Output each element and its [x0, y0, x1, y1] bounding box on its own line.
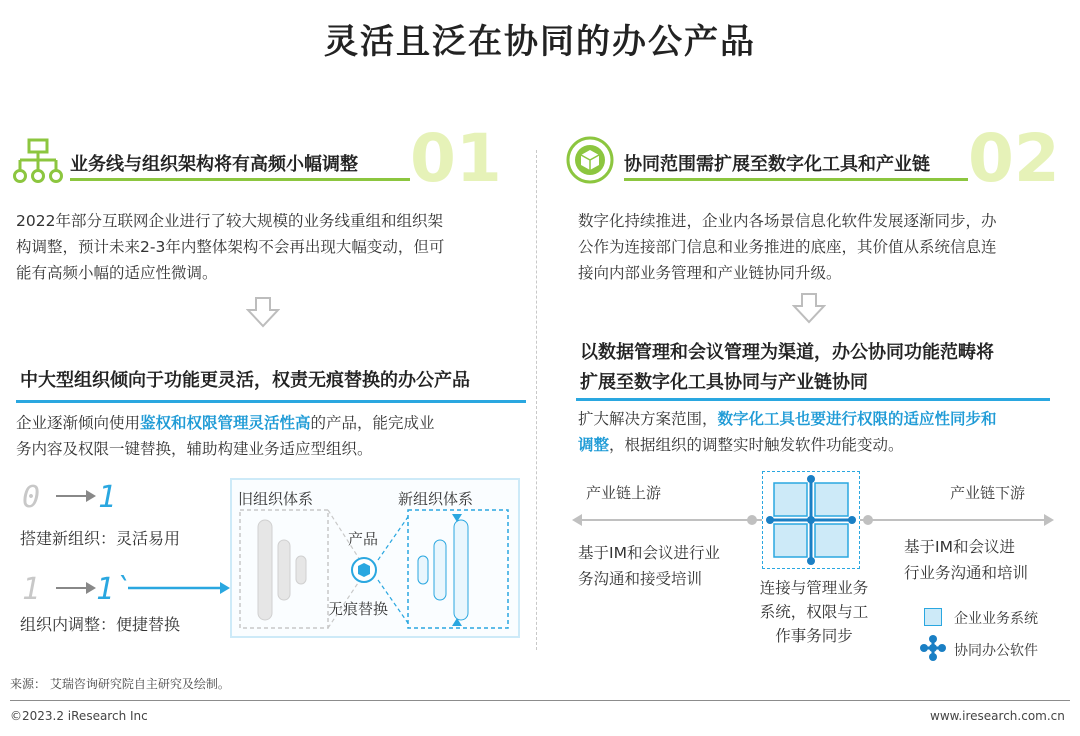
step-label-adjust: 组织内调整：便捷替换 — [20, 615, 181, 634]
step-to-digit: 1 — [98, 480, 117, 515]
down-arrow-icon — [246, 296, 280, 328]
new-org-label: 新组织体系 — [398, 490, 474, 508]
center-text: 连接与管理业务 系统，权限与工 作事务同步 — [759, 579, 869, 645]
left-subheading-underline — [16, 400, 526, 403]
blue-arrow-icon — [126, 580, 232, 596]
swap-label: 无痕替换 — [328, 600, 389, 618]
column-divider — [536, 150, 537, 650]
legend-cross-icon — [920, 635, 946, 661]
legend-collab-software: 协同办公软件 — [954, 643, 1038, 659]
system-grid-icon — [764, 473, 858, 567]
step-label-new-org: 搭建新组织：灵活易用 — [20, 529, 181, 548]
left-heading-underline — [70, 178, 410, 181]
org-chart-icon — [12, 138, 64, 186]
footer-copyright: ©2023.2 iResearch Inc — [10, 709, 148, 723]
left-subheading: 中大型组织倾向于功能更灵活，权责无痕替换的办公产品 — [20, 370, 470, 391]
upstream-text: 基于IM和会议进行业 务沟通和接受培训 — [578, 544, 720, 588]
page-title: 灵活且泛在协同的办公产品 — [324, 22, 756, 62]
right-subheading: 以数据管理和会议管理为渠道，办公协同功能范畴将 扩展至数字化工具协同与产业链协同 — [580, 342, 994, 393]
left-paragraph-2: 企业逐渐倾向使用鉴权和权限管理灵活性高的产品，能完成业 务内容及权限一键替换，辅助构建业务适应型组织。 — [16, 414, 435, 458]
org-funnel-graphic — [232, 480, 518, 636]
upstream-label: 产业链上游 — [586, 484, 662, 502]
right-paragraph: 数字化持续推进，企业内各场景信息化软件发展逐渐同步，办 公作为连接部门信息和业务推进的底座，其价值从系统信息连 接向内部业务管理和产业链协同升级。 — [578, 212, 997, 282]
step-from-digit: 0 — [22, 480, 41, 515]
right-subheading-underline — [576, 398, 1050, 401]
gray-arrow-icon — [54, 488, 98, 504]
left-section-heading: 业务线与组织架构将有高频小幅调整 — [70, 154, 358, 175]
source-note: 来源： 艾瑞咨询研究院自主研究及绘制。 — [10, 677, 230, 691]
step-to-digit: 1` — [96, 572, 133, 607]
downstream-text: 基于IM和会议进 行业务沟通和培训 — [904, 538, 1029, 582]
left-paragraph: 2022年部分互联网企业进行了较大规模的业务线重组和组织架 构调整，预计未来2-3年内整体架构不会再出现大幅变动，但可 能有高频小幅的适应性微调。 — [16, 212, 445, 282]
right-heading-underline — [624, 178, 968, 181]
old-org-label: 旧组织体系 — [238, 490, 314, 508]
cube-badge-icon — [566, 136, 614, 184]
down-arrow-icon — [792, 292, 826, 324]
footer-divider — [10, 700, 1070, 701]
legend-business-system: 企业业务系统 — [954, 611, 1038, 627]
step-from-digit: 1 — [22, 572, 41, 607]
downstream-label: 产业链下游 — [950, 484, 1026, 502]
footer-website[interactable]: www.iresearch.com.cn — [930, 709, 1065, 723]
right-section-number: 02 — [968, 120, 1060, 197]
right-section-heading: 协同范围需扩展至数字化工具和产业链 — [624, 154, 930, 175]
product-label: 产品 — [348, 530, 379, 548]
gray-arrow-icon — [54, 580, 98, 596]
left-section-number: 01 — [410, 120, 502, 197]
right-paragraph-2: 扩大解决方案范围，数字化工具也要进行权限的适应性同步和 调整，根据组织的调整实时触发软件功能变动。 — [578, 410, 997, 454]
legend-square-icon — [924, 608, 942, 626]
